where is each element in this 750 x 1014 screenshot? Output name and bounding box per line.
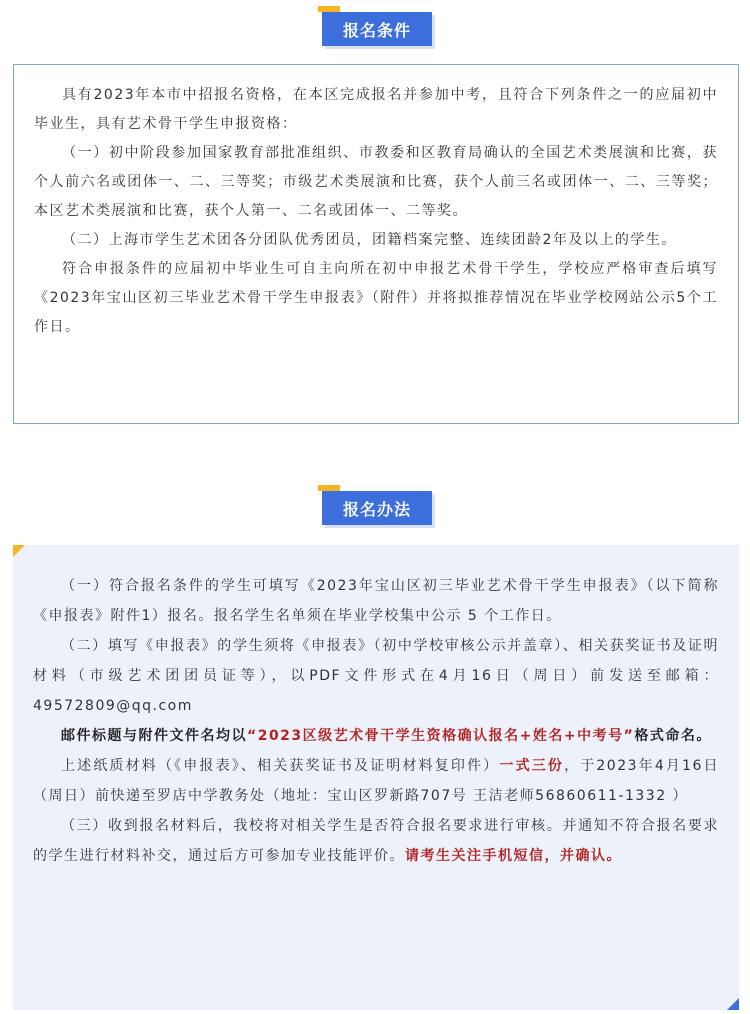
paragraph: （一）初中阶段参加国家教育部批准组织、市教委和区教育局确认的全国艺术类展演和比赛，获个人前六名或团体一、二、三等奖；市级艺术类展演和比赛，获个人前三名或团体一、二、三等奖；本区艺术类展演和比赛，获个人第一、二名或团体一、二等奖。 — [34, 145, 718, 219]
paragraph: 符合申报条件的应届初中毕业生可自主向所在初中申报艺术骨干学生，学校应严格审查后填写《2023年宝山区初三毕业艺术骨干学生申报表》（附件）并将拟推荐情况在毕业学校网站公示5个工作日。 — [34, 261, 718, 335]
corner-decoration — [727, 998, 739, 1010]
paragraph — [33, 811, 719, 871]
text: 上述纸质材料（《申报表》、相关获奖证书及证明材料复印件） — [61, 758, 500, 774]
highlight-text: 请考生关注手机短信，并确认。 — [405, 848, 622, 864]
highlight-text: 一式三份 — [499, 758, 565, 774]
corner-decoration — [13, 545, 25, 557]
paragraph: （二）上海市学生艺术团各分团队优秀团员，团籍档案完整、连续团龄2年及以上的学生。 — [62, 232, 677, 248]
text: ，于2023年4月16日（周日）前快递至罗店中学教务处（地址：宝山区罗新路707号 王洁老师56860611-1332 ） — [33, 758, 720, 804]
paragraph: 具有2023年本市中招报名资格，在本区完成报名并参加中考，且符合下列条件之一的应届初中毕业生，具有艺术骨干学生申报资格： — [34, 87, 718, 132]
paragraph — [33, 721, 719, 751]
section-title: 报名条件 — [322, 12, 432, 46]
paragraph: （二）填写《申报表》的学生须将《申报表》（初中学校审核公示并盖章）、相关获奖证书及证明材料（市级艺术团团员证等），以PDF文件形式在4月16日（周日）前发送至邮箱：49572809@qq.com — [33, 638, 719, 714]
section-header-conditions — [318, 6, 432, 46]
section-title: 报名办法 — [322, 491, 432, 525]
bold-text: 格式命名。 — [634, 728, 712, 744]
highlight-text: “2023区级艺术骨干学生资格确认报名+姓名+中考号” — [247, 728, 635, 744]
bold-text: 邮件标题与附件文件名均以 — [61, 728, 247, 744]
paragraph: （一）符合报名条件的学生可填写《2023年宝山区初三毕业艺术骨干学生申报表》（以下简称《申报表》附件1）报名。报名学生名单须在毕业学校集中公示 5 个工作日。 — [33, 578, 719, 624]
paragraph — [33, 751, 719, 811]
text: （三）收到报名材料后，我校将对相关学生是否符合报名要求进行审核。并通知不符合报名要求的学生进行材料补交，通过后方可参加专业技能评价。 — [33, 818, 719, 864]
section-header-method — [318, 485, 432, 525]
method-panel — [13, 545, 739, 1010]
conditions-panel — [13, 64, 739, 424]
